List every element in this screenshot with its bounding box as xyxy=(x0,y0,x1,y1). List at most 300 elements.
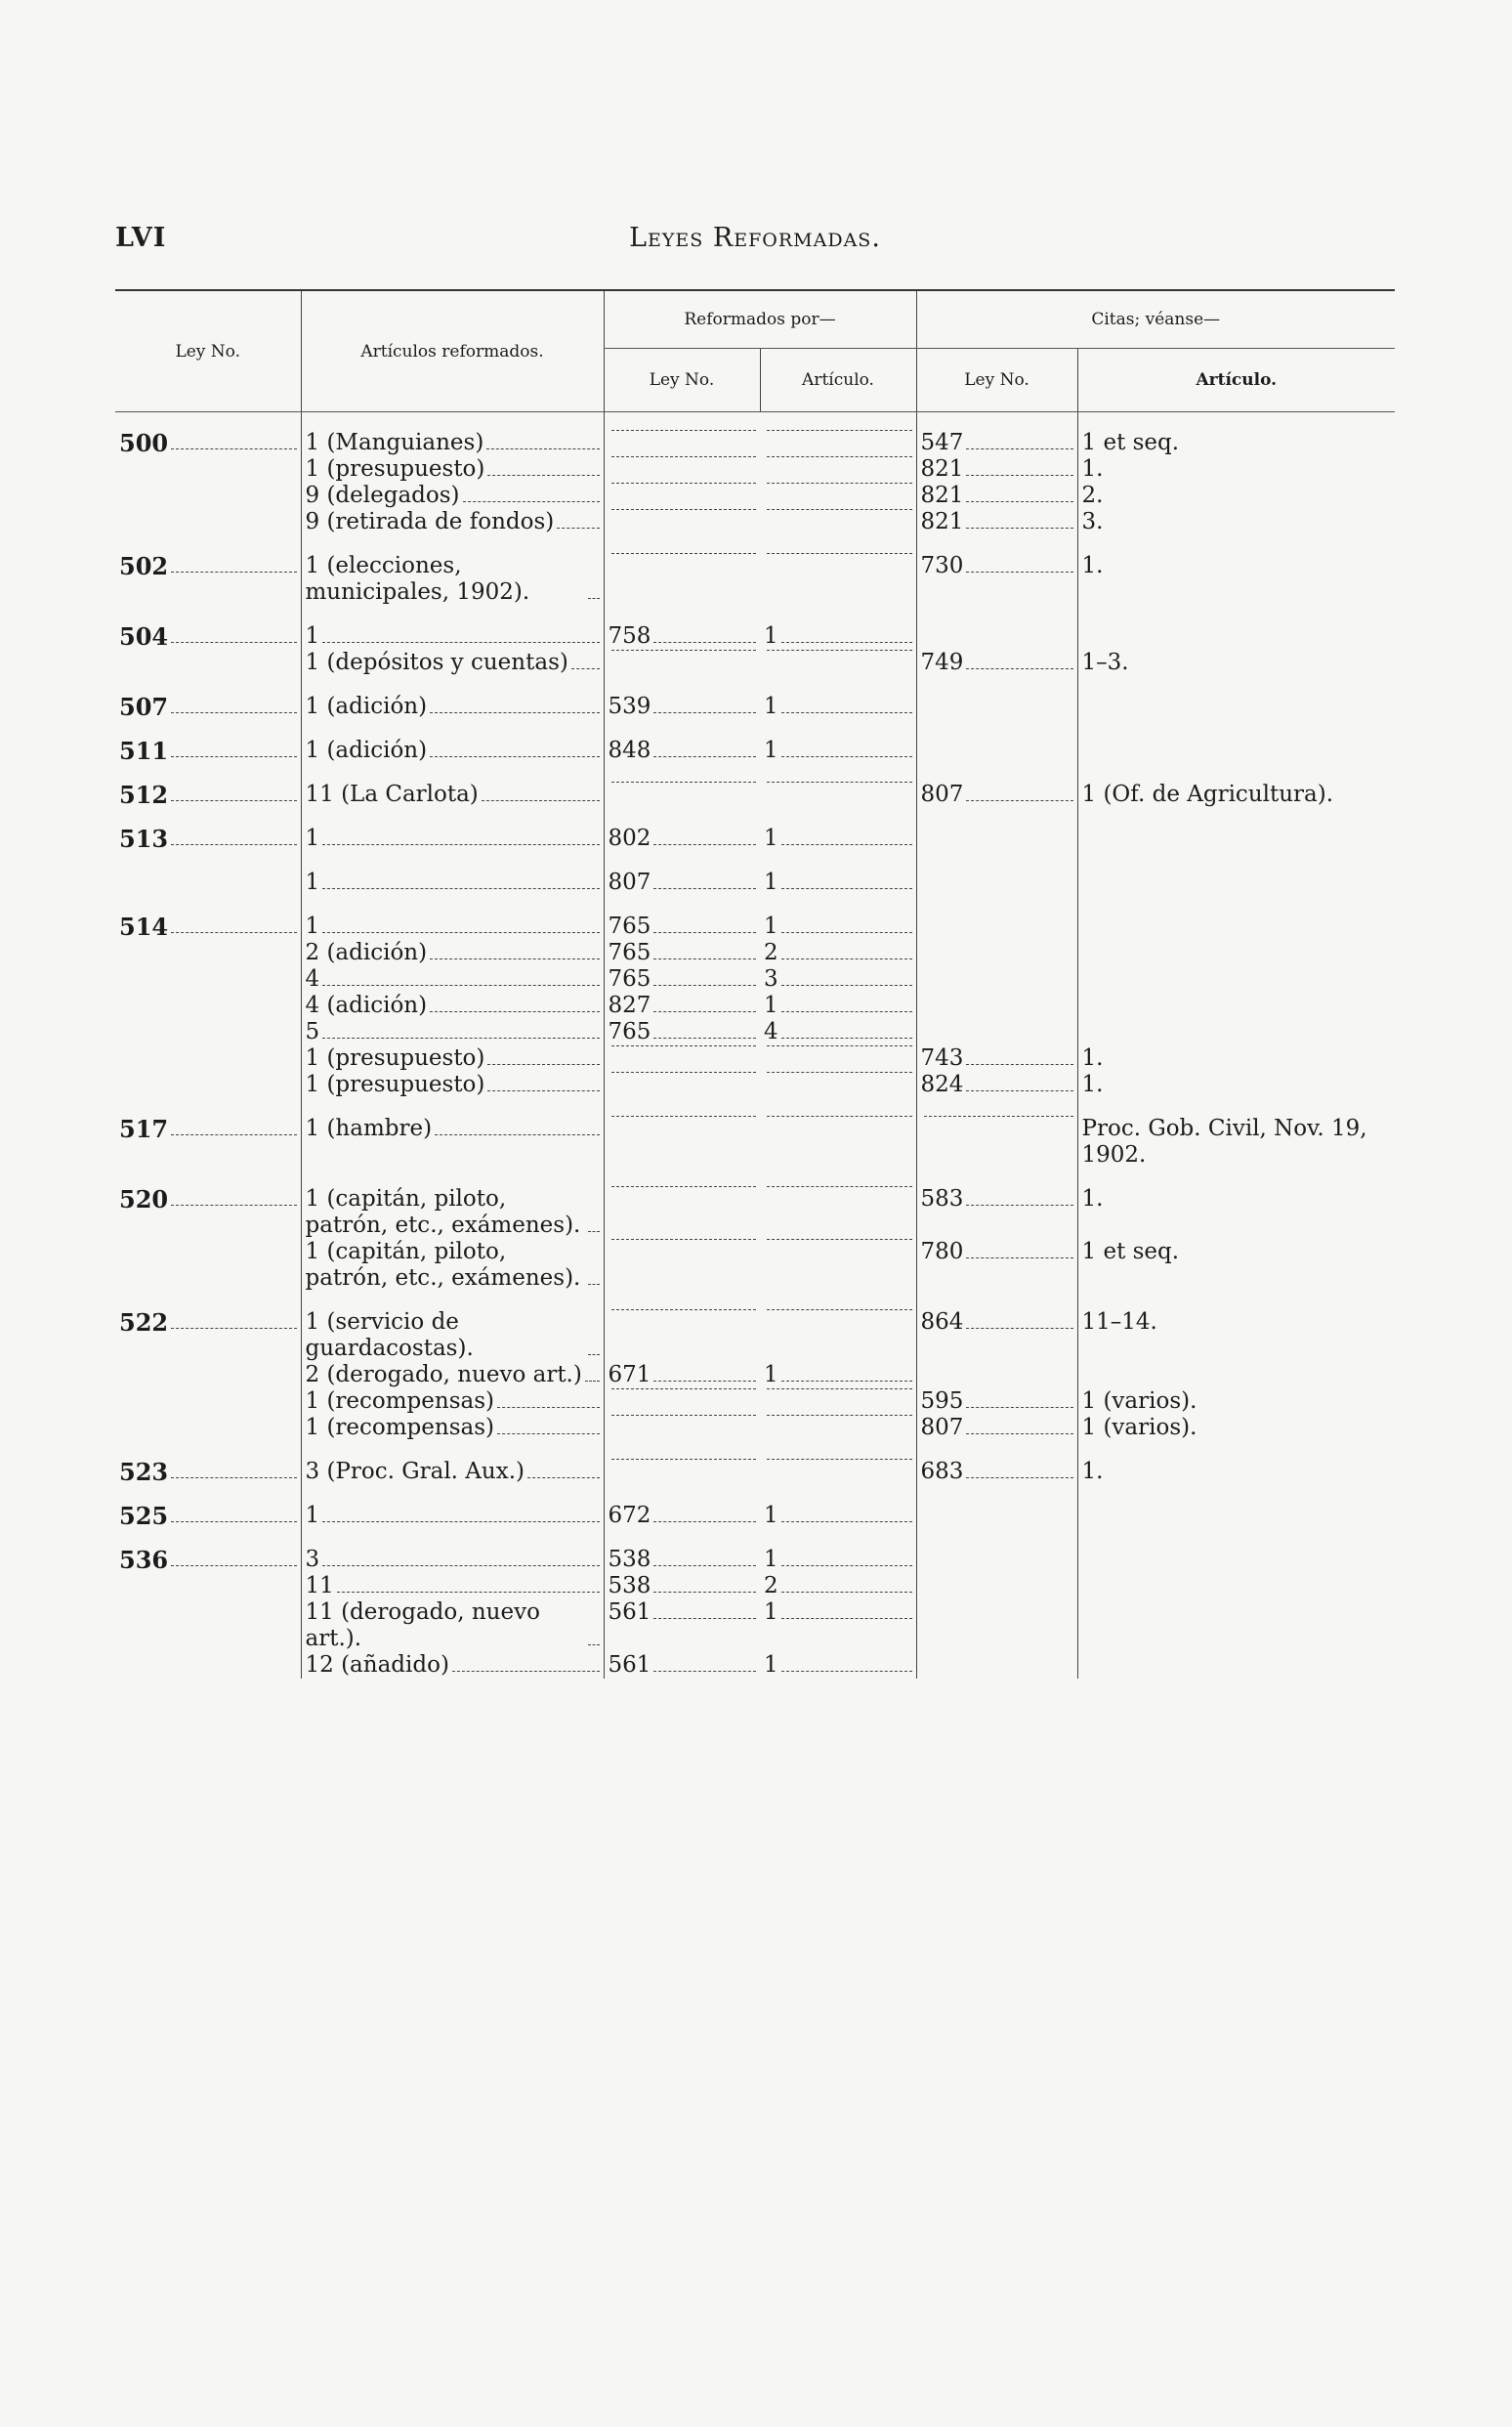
cell-articulo-reformado-text: 11 xyxy=(305,1573,334,1598)
cell-articulo-reformado xyxy=(301,896,604,940)
cell-reformado-articulo xyxy=(760,1573,916,1599)
table-row xyxy=(115,412,1395,457)
cell-articulo-reformado-text: 9 (retirada de fondos) xyxy=(305,509,555,534)
cell-reformado-ley-no xyxy=(604,993,760,1019)
cell-reformado-ley-no xyxy=(604,650,760,676)
cell-cita-articulo xyxy=(1077,720,1395,764)
cell-reformado-articulo-text: 1 xyxy=(764,738,778,763)
cell-reformado-articulo-text: 3 xyxy=(764,966,778,992)
cell-reformado-articulo xyxy=(760,1441,916,1485)
table-row xyxy=(115,1292,1395,1362)
cell-articulo-reformado-text: 1 xyxy=(305,623,320,649)
cell-cita-ley-no-text: 807 xyxy=(920,1415,964,1440)
cell-articulo-reformado xyxy=(301,509,604,535)
table-row xyxy=(115,1362,1395,1388)
cell-articulo-reformado xyxy=(301,1652,604,1679)
cell-reformado-articulo xyxy=(760,1485,916,1529)
cell-articulo-reformado xyxy=(301,606,604,650)
cell-cita-ley-no xyxy=(916,1098,1077,1169)
cell-cita-ley-no xyxy=(916,650,1077,676)
cell-reformado-ley-no-text: 561 xyxy=(608,1599,651,1625)
cell-reformado-articulo xyxy=(760,535,916,606)
page-title: Leyes Reformadas. xyxy=(629,223,881,253)
table-row xyxy=(115,650,1395,676)
cell-ley-no xyxy=(115,1239,301,1292)
cell-articulo-reformado-text: 1 (hambre) xyxy=(305,1116,433,1141)
col-header-ley-no: Ley No. xyxy=(115,290,301,412)
cell-ley-no xyxy=(115,1441,301,1485)
table-row xyxy=(115,1098,1395,1169)
cell-cita-ley-no-text: 780 xyxy=(920,1239,964,1264)
reformed-laws-table-wrap xyxy=(115,289,1395,1679)
cell-cita-ley-no xyxy=(916,1485,1077,1529)
cell-ley-no xyxy=(115,1072,301,1098)
cell-reformado-ley-no xyxy=(604,1169,760,1239)
cell-reformado-ley-no xyxy=(604,940,760,966)
cell-reformado-ley-no-text: 765 xyxy=(608,1019,651,1044)
cell-articulo-reformado xyxy=(301,1599,604,1652)
cell-reformado-ley-no xyxy=(604,1388,760,1415)
cell-cita-articulo xyxy=(1077,808,1395,852)
cell-reformado-ley-no-text: 827 xyxy=(608,993,651,1018)
cell-articulo-reformado xyxy=(301,1098,604,1169)
cell-ley-no xyxy=(115,483,301,509)
cell-cita-articulo-text: 1 (varios). xyxy=(1081,1415,1197,1440)
cell-cita-ley-no-text: 821 xyxy=(920,483,964,508)
table-row xyxy=(115,993,1395,1019)
cell-cita-articulo xyxy=(1077,1019,1395,1045)
table-row xyxy=(115,1388,1395,1415)
cell-ley-no xyxy=(115,1045,301,1072)
cell-cita-articulo xyxy=(1077,412,1395,457)
cell-cita-articulo xyxy=(1077,940,1395,966)
cell-reformado-articulo xyxy=(760,456,916,483)
cell-reformado-articulo-text: 1 xyxy=(764,826,778,851)
cell-reformado-ley-no-text: 765 xyxy=(608,966,651,992)
cell-ley-no xyxy=(115,1415,301,1441)
cell-cita-ley-no xyxy=(916,509,1077,535)
cell-articulo-reformado-text: 2 (derogado, nuevo art.) xyxy=(305,1362,582,1387)
table-row xyxy=(115,1239,1395,1292)
cell-reformado-ley-no xyxy=(604,606,760,650)
cell-cita-articulo xyxy=(1077,1292,1395,1362)
cell-cita-articulo xyxy=(1077,1169,1395,1239)
cell-articulo-reformado-text: 9 (delegados) xyxy=(305,483,460,508)
cell-reformado-ley-no-text: 671 xyxy=(608,1362,651,1387)
cell-cita-ley-no xyxy=(916,764,1077,808)
table-row xyxy=(115,896,1395,940)
cell-articulo-reformado xyxy=(301,1045,604,1072)
cell-cita-ley-no xyxy=(916,1652,1077,1679)
cell-reformado-ley-no xyxy=(604,1441,760,1485)
cell-cita-articulo xyxy=(1077,650,1395,676)
cell-cita-articulo-text: 11–14. xyxy=(1081,1309,1157,1335)
cell-reformado-ley-no-text: 765 xyxy=(608,914,651,939)
cell-cita-ley-no-text: 821 xyxy=(920,456,964,482)
cell-reformado-articulo-text: 1 xyxy=(764,1547,778,1572)
cell-cita-ley-no xyxy=(916,1573,1077,1599)
table-row xyxy=(115,1072,1395,1098)
cell-articulo-reformado xyxy=(301,1169,604,1239)
cell-articulo-reformado-text: 1 xyxy=(305,826,320,851)
cell-reformado-ley-no xyxy=(604,1239,760,1292)
cell-cita-articulo xyxy=(1077,966,1395,993)
cell-ley-no xyxy=(115,1169,301,1239)
cell-cita-ley-no xyxy=(916,966,1077,993)
cell-cita-articulo-text: 1. xyxy=(1081,1186,1104,1212)
cell-cita-articulo-text: 1. xyxy=(1081,1072,1104,1097)
cell-cita-articulo-text: 1–3. xyxy=(1081,650,1129,675)
cell-ley-no xyxy=(115,720,301,764)
cell-cita-articulo xyxy=(1077,606,1395,650)
cell-cita-ley-no xyxy=(916,535,1077,606)
cell-reformado-ley-no xyxy=(604,966,760,993)
col-header-articulos-reformados: Artículos reformados. xyxy=(301,290,604,412)
cell-articulo-reformado-text: 1 (presupuesto) xyxy=(305,456,485,482)
cell-cita-ley-no-text: 683 xyxy=(920,1459,964,1484)
col-header-citas-articulo: Artículo. xyxy=(1077,349,1395,412)
cell-ley-no-text: 523 xyxy=(119,1458,169,1486)
cell-articulo-reformado-text: 1 xyxy=(305,914,320,939)
cell-articulo-reformado-text: 1 (servicio de guardacostas). xyxy=(305,1309,474,1361)
cell-ley-no-text: 504 xyxy=(119,622,169,651)
cell-reformado-articulo xyxy=(760,1388,916,1415)
cell-ley-no xyxy=(115,896,301,940)
cell-reformado-ley-no xyxy=(604,896,760,940)
col-header-citas: Citas; véanse— xyxy=(916,290,1395,349)
col-header-reformados-articulo: Artículo. xyxy=(760,349,916,412)
cell-cita-articulo xyxy=(1077,1573,1395,1599)
reformed-laws-table xyxy=(115,289,1395,1679)
cell-cita-articulo xyxy=(1077,1599,1395,1652)
cell-cita-articulo xyxy=(1077,896,1395,940)
cell-reformado-ley-no xyxy=(604,509,760,535)
cell-reformado-articulo xyxy=(760,940,916,966)
cell-reformado-ley-no xyxy=(604,720,760,764)
cell-reformado-articulo-text: 2 xyxy=(764,1573,778,1598)
table-body xyxy=(115,412,1395,1680)
cell-cita-ley-no-text: 824 xyxy=(920,1072,964,1097)
cell-articulo-reformado-text: 5 xyxy=(305,1019,320,1044)
cell-cita-articulo-text: 1. xyxy=(1081,1045,1104,1071)
cell-cita-articulo xyxy=(1077,509,1395,535)
table-row xyxy=(115,764,1395,808)
cell-cita-ley-no xyxy=(916,1362,1077,1388)
cell-reformado-articulo-text: 1 xyxy=(764,1652,778,1678)
cell-reformado-ley-no xyxy=(604,852,760,896)
cell-cita-articulo-text: 2. xyxy=(1081,483,1104,508)
cell-cita-articulo xyxy=(1077,456,1395,483)
cell-cita-ley-no xyxy=(916,1169,1077,1239)
cell-cita-ley-no xyxy=(916,1292,1077,1362)
cell-articulo-reformado-text: 1 (Manguianes) xyxy=(305,430,484,455)
cell-cita-ley-no xyxy=(916,852,1077,896)
table-row xyxy=(115,1485,1395,1529)
cell-articulo-reformado-text: 1 xyxy=(305,870,320,895)
cell-cita-ley-no xyxy=(916,456,1077,483)
cell-ley-no xyxy=(115,1485,301,1529)
cell-cita-ley-no xyxy=(916,993,1077,1019)
cell-cita-ley-no xyxy=(916,1599,1077,1652)
cell-reformado-articulo xyxy=(760,1045,916,1072)
cell-reformado-articulo xyxy=(760,808,916,852)
cell-reformado-articulo xyxy=(760,483,916,509)
cell-articulo-reformado-text: 4 (adición) xyxy=(305,993,428,1018)
cell-ley-no-text: 507 xyxy=(119,693,169,721)
cell-ley-no xyxy=(115,966,301,993)
table-row xyxy=(115,966,1395,993)
cell-cita-ley-no-text: 864 xyxy=(920,1309,964,1335)
table-row xyxy=(115,676,1395,720)
cell-reformado-articulo-text: 1 xyxy=(764,623,778,649)
cell-cita-ley-no xyxy=(916,483,1077,509)
cell-reformado-ley-no xyxy=(604,676,760,720)
table-row xyxy=(115,1599,1395,1652)
cell-ley-no xyxy=(115,1652,301,1679)
cell-cita-ley-no-text: 749 xyxy=(920,650,964,675)
cell-articulo-reformado xyxy=(301,940,604,966)
cell-articulo-reformado-text: 1 xyxy=(305,1503,320,1528)
cell-cita-ley-no xyxy=(916,1415,1077,1441)
cell-reformado-articulo xyxy=(760,852,916,896)
cell-ley-no-text: 512 xyxy=(119,781,169,809)
cell-reformado-articulo-text: 1 xyxy=(764,993,778,1018)
cell-reformado-articulo xyxy=(760,412,916,457)
cell-ley-no xyxy=(115,650,301,676)
cell-ley-no-text: 513 xyxy=(119,825,169,853)
cell-reformado-articulo-text: 1 xyxy=(764,1362,778,1387)
cell-articulo-reformado-text: 1 (capitán, piloto, patrón, etc., exámenes). xyxy=(305,1239,581,1291)
table-row xyxy=(115,808,1395,852)
cell-articulo-reformado-text: 11 (La Carlota) xyxy=(305,782,479,807)
cell-cita-ley-no xyxy=(916,896,1077,940)
cell-reformado-articulo-text: 2 xyxy=(764,940,778,965)
cell-ley-no xyxy=(115,456,301,483)
cell-cita-articulo xyxy=(1077,764,1395,808)
cell-articulo-reformado-text: 1 (recompensas) xyxy=(305,1415,495,1440)
cell-ley-no-text: 520 xyxy=(119,1185,169,1214)
cell-articulo-reformado xyxy=(301,993,604,1019)
cell-articulo-reformado xyxy=(301,1388,604,1415)
cell-ley-no-text: 536 xyxy=(119,1546,169,1574)
cell-articulo-reformado-text: 4 xyxy=(305,966,320,992)
cell-articulo-reformado xyxy=(301,764,604,808)
cell-ley-no-text: 500 xyxy=(119,429,169,457)
table-row xyxy=(115,1169,1395,1239)
cell-cita-ley-no xyxy=(916,808,1077,852)
cell-reformado-ley-no-text: 672 xyxy=(608,1503,651,1528)
cell-reformado-articulo xyxy=(760,1169,916,1239)
cell-cita-articulo-text: 1. xyxy=(1081,456,1104,482)
cell-ley-no xyxy=(115,606,301,650)
cell-reformado-ley-no-text: 758 xyxy=(608,623,651,649)
cell-reformado-articulo-text: 1 xyxy=(764,870,778,895)
cell-cita-articulo-text: 1 (Of. de Agricultura). xyxy=(1081,782,1334,807)
cell-cita-articulo xyxy=(1077,1388,1395,1415)
cell-cita-ley-no-text: 583 xyxy=(920,1186,964,1212)
table-row xyxy=(115,456,1395,483)
cell-cita-articulo xyxy=(1077,1072,1395,1098)
table-row xyxy=(115,1415,1395,1441)
cell-cita-ley-no xyxy=(916,1072,1077,1098)
cell-cita-articulo xyxy=(1077,676,1395,720)
col-header-reformados-por: Reformados por— xyxy=(604,290,916,349)
cell-reformado-articulo xyxy=(760,1362,916,1388)
cell-ley-no xyxy=(115,1599,301,1652)
table-row xyxy=(115,1441,1395,1485)
cell-reformado-ley-no xyxy=(604,1292,760,1362)
cell-reformado-ley-no xyxy=(604,1599,760,1652)
cell-articulo-reformado xyxy=(301,1415,604,1441)
cell-ley-no-text: 517 xyxy=(119,1115,169,1143)
cell-reformado-articulo xyxy=(760,650,916,676)
cell-cita-ley-no xyxy=(916,412,1077,457)
cell-cita-ley-no xyxy=(916,1529,1077,1573)
cell-cita-ley-no xyxy=(916,1388,1077,1415)
cell-reformado-ley-no-text: 538 xyxy=(608,1573,651,1598)
cell-reformado-articulo xyxy=(760,896,916,940)
cell-articulo-reformado-text: 1 (recompensas) xyxy=(305,1388,495,1414)
cell-cita-ley-no xyxy=(916,1239,1077,1292)
cell-reformado-ley-no-text: 765 xyxy=(608,940,651,965)
cell-ley-no xyxy=(115,412,301,457)
cell-cita-ley-no xyxy=(916,940,1077,966)
cell-reformado-ley-no xyxy=(604,1045,760,1072)
cell-ley-no xyxy=(115,676,301,720)
cell-cita-articulo xyxy=(1077,852,1395,896)
cell-reformado-ley-no xyxy=(604,456,760,483)
cell-reformado-ley-no xyxy=(604,1019,760,1045)
cell-ley-no-text: 522 xyxy=(119,1308,169,1337)
cell-ley-no xyxy=(115,1573,301,1599)
cell-ley-no-text: 514 xyxy=(119,913,169,941)
cell-articulo-reformado xyxy=(301,676,604,720)
cell-cita-articulo-text: 1. xyxy=(1081,1459,1104,1484)
cell-reformado-articulo-text: 1 xyxy=(764,914,778,939)
cell-reformado-articulo xyxy=(760,720,916,764)
cell-articulo-reformado-text: 2 (adición) xyxy=(305,940,428,965)
cell-reformado-articulo xyxy=(760,1072,916,1098)
table-row xyxy=(115,1019,1395,1045)
cell-reformado-ley-no xyxy=(604,1485,760,1529)
cell-articulo-reformado xyxy=(301,650,604,676)
cell-cita-ley-no xyxy=(916,1441,1077,1485)
cell-articulo-reformado-text: 3 (Proc. Gral. Aux.) xyxy=(305,1459,525,1484)
cell-cita-ley-no-text: 743 xyxy=(920,1045,964,1071)
cell-reformado-articulo xyxy=(760,509,916,535)
cell-reformado-articulo xyxy=(760,1599,916,1652)
cell-reformado-articulo xyxy=(760,1239,916,1292)
col-header-citas-ley-no: Ley No. xyxy=(916,349,1077,412)
cell-reformado-ley-no xyxy=(604,412,760,457)
cell-articulo-reformado xyxy=(301,966,604,993)
cell-cita-ley-no xyxy=(916,1019,1077,1045)
cell-ley-no xyxy=(115,1362,301,1388)
cell-articulo-reformado xyxy=(301,1239,604,1292)
page-number: LVI xyxy=(115,223,167,253)
cell-reformado-ley-no-text: 802 xyxy=(608,826,651,851)
cell-cita-articulo xyxy=(1077,535,1395,606)
cell-ley-no-text: 511 xyxy=(119,737,169,765)
col-header-reformados-ley-no: Ley No. xyxy=(604,349,760,412)
cell-cita-articulo xyxy=(1077,1362,1395,1388)
cell-cita-ley-no xyxy=(916,606,1077,650)
cell-cita-articulo xyxy=(1077,1415,1395,1441)
page-header xyxy=(115,223,1395,262)
cell-cita-ley-no-text: 807 xyxy=(920,782,964,807)
cell-reformado-ley-no-text: 561 xyxy=(608,1652,651,1678)
cell-reformado-ley-no-text: 538 xyxy=(608,1547,651,1572)
cell-cita-articulo xyxy=(1077,1045,1395,1072)
cell-ley-no xyxy=(115,1388,301,1415)
cell-ley-no xyxy=(115,509,301,535)
cell-cita-ley-no-text: 730 xyxy=(920,553,964,578)
cell-ley-no xyxy=(115,993,301,1019)
cell-cita-ley-no-text: 821 xyxy=(920,509,964,534)
cell-reformado-articulo xyxy=(760,1652,916,1679)
table-header xyxy=(115,290,1395,412)
cell-reformado-ley-no xyxy=(604,808,760,852)
table-row xyxy=(115,1652,1395,1679)
cell-reformado-ley-no xyxy=(604,483,760,509)
cell-ley-no xyxy=(115,1098,301,1169)
cell-reformado-articulo-text: 4 xyxy=(764,1019,778,1044)
cell-articulo-reformado xyxy=(301,483,604,509)
cell-ley-no xyxy=(115,1019,301,1045)
cell-articulo-reformado-text: 1 (adición) xyxy=(305,694,428,719)
cell-reformado-ley-no xyxy=(604,1652,760,1679)
cell-reformado-ley-no xyxy=(604,1098,760,1169)
cell-articulo-reformado xyxy=(301,1292,604,1362)
table-row xyxy=(115,720,1395,764)
cell-articulo-reformado-text: 1 (capitán, piloto, patrón, etc., exámenes). xyxy=(305,1186,581,1238)
table-row xyxy=(115,940,1395,966)
cell-ley-no xyxy=(115,764,301,808)
table-row xyxy=(115,1045,1395,1072)
cell-articulo-reformado-text: 1 (presupuesto) xyxy=(305,1045,485,1071)
cell-cita-ley-no-text: 595 xyxy=(920,1388,964,1414)
cell-cita-ley-no-text: 547 xyxy=(920,430,964,455)
cell-reformado-ley-no xyxy=(604,1415,760,1441)
cell-articulo-reformado-text: 12 (añadido) xyxy=(305,1652,449,1678)
cell-reformado-ley-no-text: 848 xyxy=(608,738,651,763)
cell-articulo-reformado xyxy=(301,808,604,852)
cell-cita-articulo-text: Proc. Gob. Civil, Nov. 19, 1902. xyxy=(1081,1116,1367,1168)
cell-articulo-reformado xyxy=(301,456,604,483)
cell-cita-articulo-text: 1 (varios). xyxy=(1081,1388,1197,1414)
table-row xyxy=(115,1573,1395,1599)
cell-cita-articulo xyxy=(1077,1529,1395,1573)
cell-cita-articulo-text: 1 et seq. xyxy=(1081,430,1180,455)
cell-ley-no xyxy=(115,852,301,896)
cell-articulo-reformado xyxy=(301,535,604,606)
table-row xyxy=(115,535,1395,606)
cell-reformado-ley-no xyxy=(604,1362,760,1388)
cell-cita-articulo xyxy=(1077,1098,1395,1169)
cell-reformado-ley-no xyxy=(604,1573,760,1599)
cell-reformado-articulo-text: 1 xyxy=(764,1503,778,1528)
cell-reformado-articulo-text: 1 xyxy=(764,694,778,719)
cell-reformado-articulo xyxy=(760,676,916,720)
cell-articulo-reformado-text: 1 (depósitos y cuentas) xyxy=(305,650,568,675)
cell-ley-no-text: 525 xyxy=(119,1502,169,1530)
cell-ley-no xyxy=(115,1292,301,1362)
cell-cita-ley-no xyxy=(916,676,1077,720)
cell-reformado-articulo xyxy=(760,1529,916,1573)
cell-articulo-reformado xyxy=(301,412,604,457)
cell-articulo-reformado xyxy=(301,720,604,764)
cell-ley-no xyxy=(115,940,301,966)
